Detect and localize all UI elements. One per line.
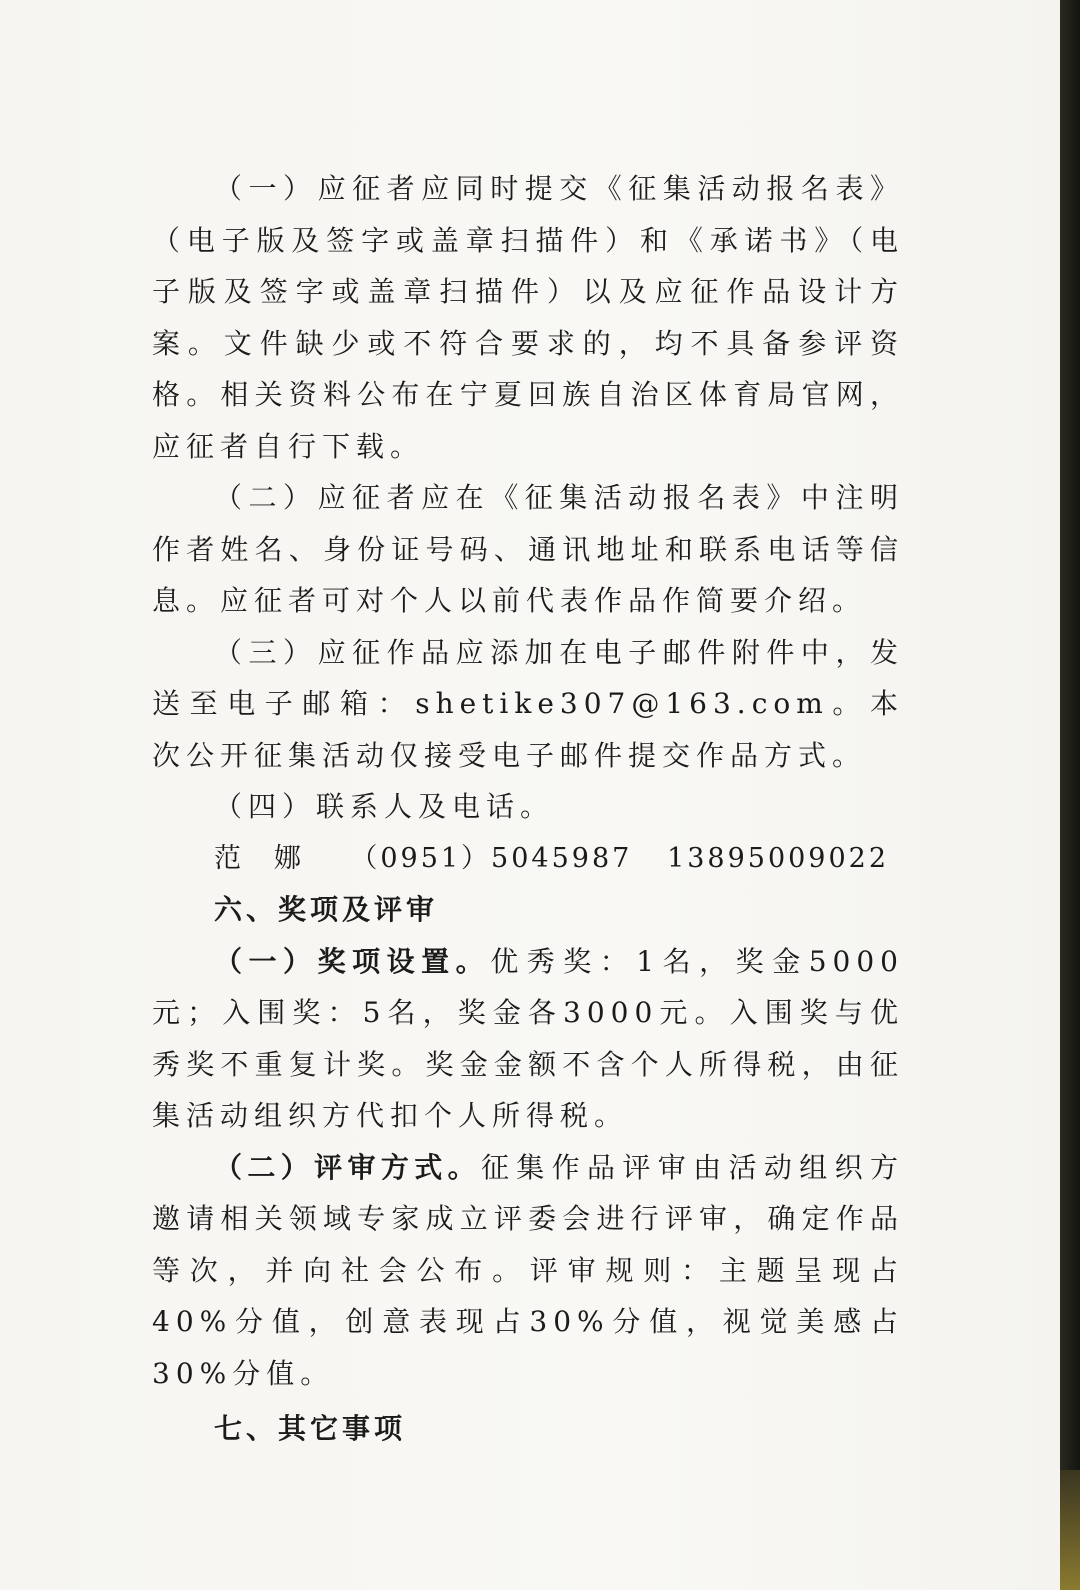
award-settings-text: 优秀奖：1名，奖金5000元；入围奖：5名，奖金各3000元。入围奖与优秀奖不重复计奖。奖金金额不含个人所得税，由征集活动组织方代扣个人所得税。 (152, 944, 904, 1132)
contact-landline: （0951）5045987 (350, 842, 633, 874)
contact-mobile: 13895009022 (667, 842, 890, 874)
page-bottom-right-corner (1060, 1470, 1080, 1590)
paragraph-author-info: （二）应征者应在《征集活动报名表》中注明作者姓名、身份证号码、通讯地址和联系电话等信息。应征者可对个人以前代表作品作简要介绍。 (152, 481, 904, 617)
contact-line (152, 833, 904, 885)
section-heading-other-matters: 七、其它事项 (214, 1412, 407, 1445)
contact-name: 范 娜 (214, 842, 304, 874)
document-body (152, 163, 904, 1455)
review-method-lead: （二）评审方式。 (214, 1150, 481, 1184)
paragraph-review-method (152, 1142, 904, 1400)
paragraph-email-submission: （三）应征作品应添加在电子邮件附件中，发送至电子邮箱：shetike307@163.com。本次公开征集活动仅接受电子邮件提交作品方式。 (152, 635, 904, 772)
paragraph-submission-requirements: （一）应征者应同时提交《征集活动报名表》（电子版及签字或盖章扫描件）和《承诺书》（电子版及签字或盖章扫描件）以及应征作品设计方案。文件缺少或不符合要求的，均不具备参评资格。相关资料公布在宁夏回族自治区体育局官网，应征者自行下载。 (152, 172, 904, 463)
page-right-edge-shadow (1060, 0, 1080, 1590)
award-settings-lead: （一）奖项设置。 (214, 944, 491, 978)
paragraph-award-settings (152, 936, 904, 1142)
paragraph-contact-title: （四）联系人及电话。 (214, 790, 555, 823)
section-heading-awards-review: 六、奖项及评审 (214, 893, 439, 926)
review-method-text: 征集作品评审由活动组织方邀请相关领域专家成立评委会进行评审，确定作品等次，并向社会公布。评审规则：主题呈现占40%分值，创意表现占30%分值，视觉美感占30%分值。 (152, 1150, 904, 1390)
